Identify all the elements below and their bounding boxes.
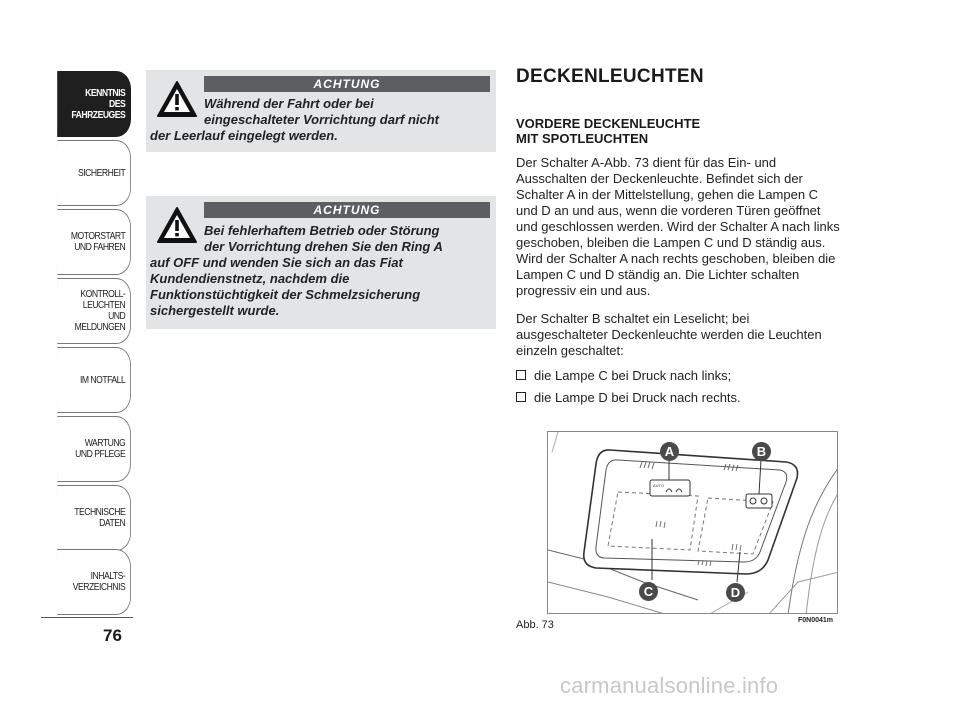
list-item: die Lampe D bei Druck nach rechts. bbox=[516, 390, 741, 406]
checkbox-bullet-icon bbox=[516, 370, 526, 380]
checkbox-bullet-icon bbox=[516, 392, 526, 402]
warning-title: ACHTUNG bbox=[204, 76, 490, 92]
watermark: carmanualsonline.info bbox=[560, 673, 779, 698]
tab-technische-daten[interactable]: TECHNISCHE DATEN bbox=[57, 485, 131, 551]
figure-caption: Abb. 73 bbox=[516, 619, 554, 631]
tab-kontrollleuchten[interactable]: KONTROLL- LEUCHTEN UND MELDUNGEN bbox=[57, 278, 131, 344]
figure-label-a: A bbox=[660, 442, 679, 461]
list-item: die Lampe C bei Druck nach links; bbox=[516, 368, 731, 384]
warning-title: ACHTUNG bbox=[204, 202, 490, 218]
body-paragraph-1: Der Schalter A-Abb. 73 dient für das Ein- und Ausschalten der Deckenleuchte. Befindet sich der Schalter A in der Mittelstellung, gehen die Lampen C und D an und aus, wenn die vorderen Türen geöffnet und geschlossen werden. Wird der Schalter A nach links geschoben, bleiben die Lampen C und D ständig aus. Wird der Schalter A nach rechts geschoben, bleiben die Lampen C und D ständig an. Die Lichter schalten progressiv ein und aus. bbox=[516, 155, 840, 298]
figure-label-b: B bbox=[752, 442, 771, 461]
warning-text-line1: Bei fehlerhaftem Betrieb oder Störung bbox=[204, 223, 440, 238]
figure-code: F0N0041m bbox=[798, 617, 834, 624]
tab-motorstart[interactable]: MOTORSTART UND FAHREN bbox=[57, 209, 131, 275]
tab-inhaltsverzeichnis[interactable]: INHALTS- VERZEICHNIS bbox=[57, 549, 131, 615]
warning-text-line2: der Vorrichtung drehen Sie den Ring A bbox=[204, 239, 443, 254]
switch-auto-label: AUTO bbox=[653, 483, 665, 488]
warning-box-2 bbox=[146, 196, 496, 329]
subsection-heading: VORDERE DECKENLEUCHTE MIT SPOTLEUCHTEN bbox=[516, 116, 701, 146]
warning-triangle-icon bbox=[156, 206, 198, 244]
figure-label-d: D bbox=[726, 583, 745, 602]
warning-text-rest: der Leerlauf eingelegt werden. bbox=[150, 128, 338, 143]
tab-kenntnis[interactable]: KENNTNIS DES FAHRZEUGES bbox=[57, 71, 131, 137]
figure-dome-light bbox=[547, 431, 838, 614]
warning-text-line1: Während der Fahrt oder bei bbox=[204, 96, 374, 111]
warning-triangle-icon bbox=[156, 80, 198, 118]
body-paragraph-2: Der Schalter B schaltet ein Leselicht; bei ausgeschalteter Deckenleuchte werden die Leuchten einzeln geschaltet: bbox=[516, 311, 822, 358]
tab-im-notfall[interactable]: IM NOTFALL bbox=[57, 347, 131, 413]
warning-text-rest: auf OFF und wenden Sie sich an das Fiat Kundendienstnetz, nachdem die Funktionstüchtigkeit der Schmelzsicherung sichergestellt wurde. bbox=[150, 255, 421, 318]
sidebar-divider bbox=[41, 617, 133, 618]
tab-wartung[interactable]: WARTUNG UND PFLEGE bbox=[57, 416, 131, 482]
tab-sicherheit[interactable]: SICHERHEIT bbox=[57, 140, 131, 206]
warning-box-1 bbox=[146, 70, 496, 152]
section-heading: DECKENLEUCHTEN bbox=[516, 66, 704, 87]
figure-label-c: C bbox=[639, 582, 658, 601]
warning-text-line2: eingeschalteter Vorrichtung darf nicht bbox=[204, 112, 440, 127]
page-number: 76 bbox=[103, 626, 122, 645]
dome-light-illustration bbox=[548, 432, 838, 614]
